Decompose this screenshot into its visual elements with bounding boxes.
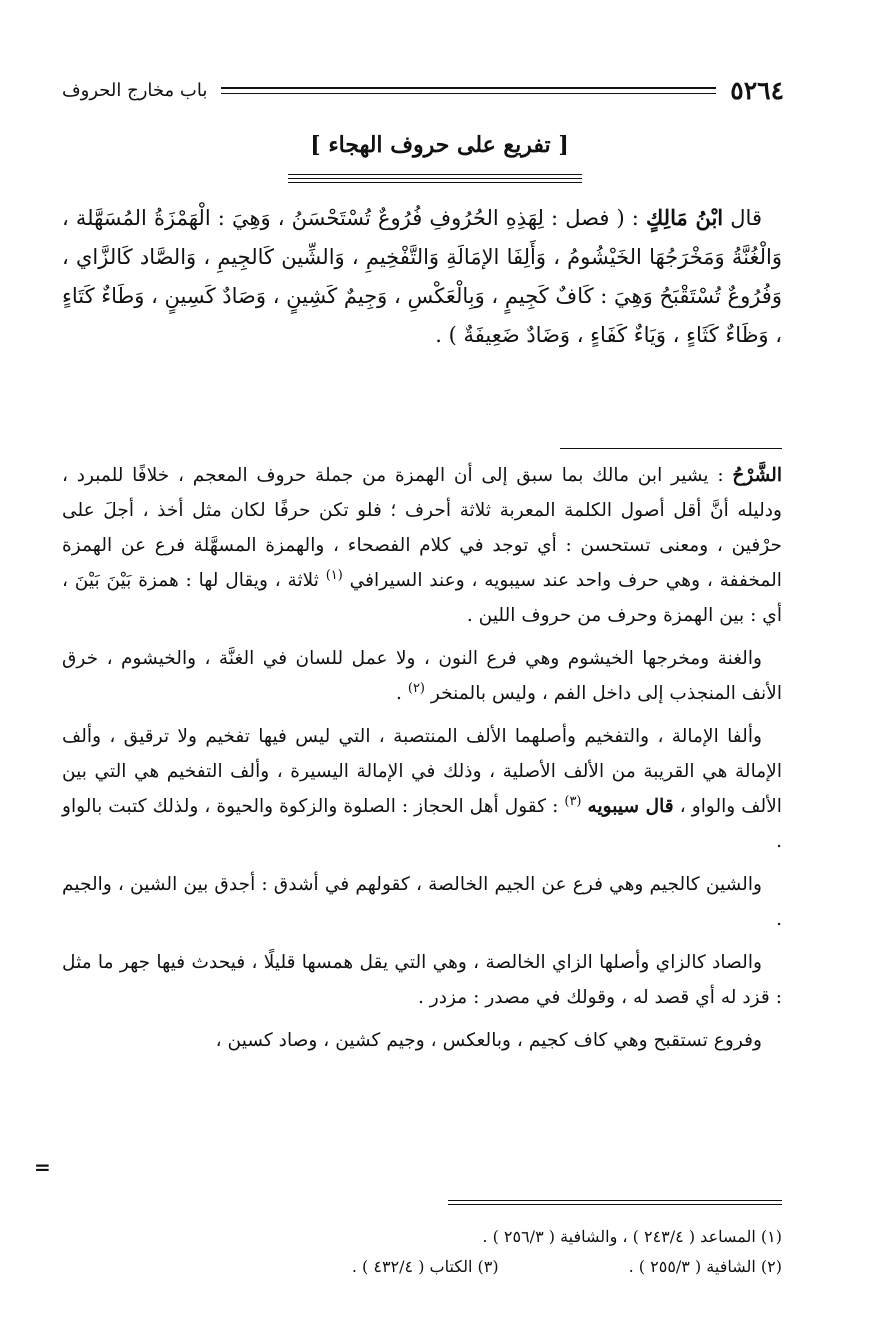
chapter-title: باب مخارج الحروف [62, 79, 208, 101]
footnote-ref-1[interactable]: (١) [325, 567, 343, 583]
page-number: ٥٢٦٤ [730, 75, 784, 105]
matn-lead: قال [730, 206, 762, 230]
footnote-3: (٣) الكتاب ( ٤٣٢/٤ ) . [351, 1257, 499, 1276]
matn-text [62, 198, 782, 355]
continuation-mark: = [34, 1155, 51, 1179]
commentary-paragraph: وألفا الإمالة ، والتفخيم وأصلهما الألف المنتصبة ، التي ليس فيها تفخيم ولا ترقيق ، وألف الإمالة هي القريبة من الألف الأصلية ، وذلك في الإمالة اليسيرة ، وألف التفخيم هي التي بين الألف والواو ، قال سيبويه $^{(٣)}$ : كقول أهل الحجاز : الصلوة والزكوة والحيوة ، ولذلك كتبت بالواو . [62, 726, 782, 852]
footnotes-separator [448, 1200, 782, 1208]
commentary-paragraph: والغنة ومخرجها الخيشوم وهي فرع النون ، ولا عمل للسان في الغنَّة ، والخيشوم ، خرق الأنف المنجذب إلى داخل الفم ، وليس بالمنخر $^{(٢)}$ . [62, 648, 782, 704]
commentary-paragraph: والشين كالجيم وهي فرع عن الجيم الخالصة ، كقولهم في أشدق : أجدق بين الشين ، والجيم . [62, 874, 782, 930]
footnote-ref-2[interactable]: (٢) [407, 680, 425, 696]
page-header [62, 74, 784, 106]
section-title: [ تفريع على حروف الهجاء ] [310, 132, 569, 158]
footnotes [62, 1222, 782, 1282]
commentary [62, 458, 782, 1066]
commentary-separator [560, 448, 782, 449]
commentary-paragraph: والصاد كالزاي وأصلها الزاي الخالصة ، وهي التي يقل همسها قليلًا ، فيحدث فيها جهر ما مثل : قزد له أي قصد له ، وقولك في مصدر : مزدر . [62, 952, 782, 1008]
sibawayh-quote-label: قال سيبويه [587, 796, 674, 817]
commentary-paragraph: وفروع تستقبح وهي كاف كجيم ، وبالعكس ، وجيم كشين ، وصاد كسين ، [215, 1030, 762, 1051]
footnote-2: (٢) الشافية ( ٢٥٥/٣ ) . [628, 1257, 782, 1276]
commentary-paragraph: الشَّرْحُ : يشير ابن مالك بما سبق إلى أن الهمزة من جملة حروف المعجم ، خلافًا للمبرد ، ودليله أنَّ أقل أصول الكلمة المعربة ثلاثة أحرف ؛ فلو تكن حرفًا لكان مثل أخذ ، أجلَ على حرْفين ، ومعنى تستحسن : أي توجد في كلام الفصحاء ، والهمزة المسهَّلة فرع عن الهمزة المخففة ، وهي حرف واحد عند سيبويه ، وعند السيرافي $^{(١)}$ ثلاثة ، ويقال لها : همزة بَيْنَ بَيْنَ ، أي : بين الهمزة وحرف من حروف اللين . [62, 465, 782, 626]
footnote-ref-3[interactable]: (٣) [564, 793, 582, 809]
footnote-1: (١) المساعد ( ٢٤٣/٤ ) ، والشافية ( ٢٥٦/٣ ) . [482, 1227, 782, 1246]
title-underline [288, 174, 582, 186]
matn-body: : ( فصل : لِهَذِهِ الحُرُوفِ فُرُوعٌ تُسْتَحْسَنُ ، وَهِيَ : الْهَمْزَةُ المُسَهَّلة ، وَالْغُنَّةُ وَمَخْرَجُهَا الخَيْشُومُ ، وَأَلِفَا الإمَالَةِ وَالتَّفْخِيمِ ، وَالشِّين كَالجِيمِ ، وَالصَّاد كَالزَّاي ، وَفُرُوعٌ تُسْتَقْبَحُ وَهِيَ : كَافٌ كَجِيمٍ ، وَبِالْعَكْسِ ، وَجِيمٌ كَشِينٍ ، وَصَادٌ كَسِينٍ ، وَطَاءٌ كَتَاءٍ ، وَظَاءٌ كَثَاءٍ ، وَيَاءٌ كَفَاءٍ ، وَضَادٌ ضَعِيفَةٌ ) . [62, 206, 782, 347]
commentary-label: الشَّرْحُ [732, 465, 782, 486]
header-rule [221, 87, 716, 94]
matn-author: ابْنُ مَالِكٍ [645, 205, 724, 230]
